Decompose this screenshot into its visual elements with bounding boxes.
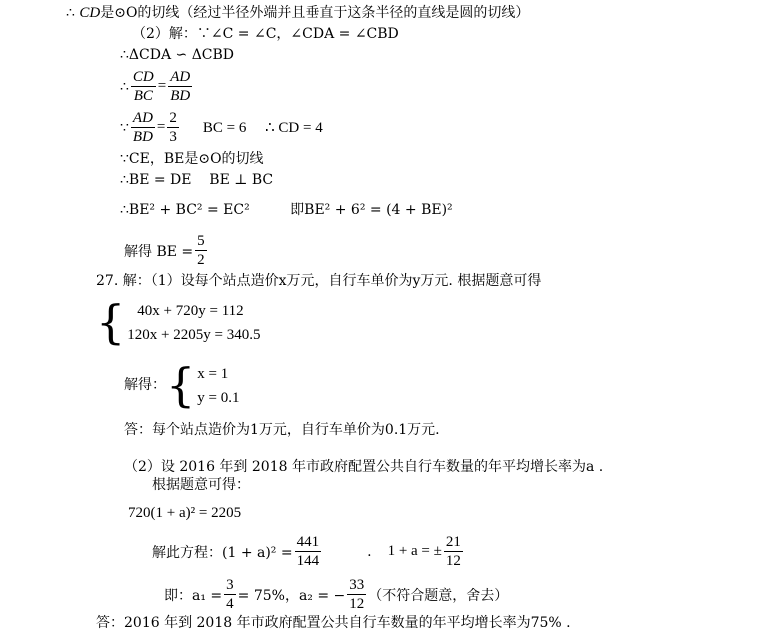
answer-part1: 答：每个站点造价为1万元，自行车单价为0.1万元. bbox=[124, 422, 440, 438]
solve-label: 解此方程：(1 + a)² = bbox=[152, 544, 293, 561]
conclusion-text: 是⊙O的切线（经过半径外端并且垂直于这条半径的直线是圆的切线） bbox=[100, 5, 530, 21]
similarity-text: ∴ΔCDA ∽ ΔCBD bbox=[120, 47, 235, 63]
solution-label: 解得： bbox=[124, 377, 166, 393]
similarity-line bbox=[120, 46, 234, 64]
proof-conclusion-line bbox=[66, 4, 529, 22]
roots-line bbox=[164, 576, 508, 613]
solution-y: y = 0.1 bbox=[197, 390, 240, 406]
be-de-line bbox=[120, 171, 273, 189]
rejection-note: （不符合题意，舍去） bbox=[368, 587, 509, 604]
segment-cd: CD bbox=[79, 5, 101, 21]
left-brace-icon: { bbox=[96, 295, 126, 349]
be-de-text: ∴BE = DE BE ⊥ BC bbox=[120, 172, 274, 188]
fraction-three-quarters: $\frac{3}{4}$ bbox=[226, 577, 234, 612]
pythagorean-line bbox=[120, 201, 453, 219]
fraction-21-12: $\frac{21}{12}$ bbox=[445, 534, 461, 569]
system-equation-1: 40x + 720y = 112 bbox=[137, 303, 244, 319]
problem-27-heading bbox=[96, 272, 541, 290]
left-brace-icon: { bbox=[166, 358, 196, 412]
solve-equation-line bbox=[152, 533, 465, 570]
roots-label: 即：a₁ = bbox=[164, 587, 223, 604]
equals-sign: = bbox=[157, 78, 167, 94]
tangent-line bbox=[120, 150, 264, 168]
final-answer: 答：2016 年到 2018 年市政府配置公共自行车数量的年平均增长率为75% . bbox=[96, 615, 571, 631]
because-symbol: ∵ bbox=[120, 119, 129, 136]
ratio-line bbox=[120, 109, 323, 146]
bc-cd-values: BC = 6 ∴ CD = 4 bbox=[202, 120, 323, 136]
be-result-label: 解得 BE = bbox=[124, 243, 194, 260]
part2-setup: （2）设 2016 年到 2018 年市政府配置公共自行车数量的年平均增长率为a . bbox=[124, 459, 604, 475]
fraction-cd-bc: $\frac{CD}{BC}$ bbox=[132, 69, 154, 104]
fraction-ad-bd-2: $\frac{AD}{BD}$ bbox=[132, 110, 153, 145]
equals-sign: = bbox=[156, 119, 166, 135]
substituted-equation: 即BE² + 6² = (4 + BE)² bbox=[290, 202, 453, 218]
fraction-ad-bd: $\frac{AD}{BD}$ bbox=[170, 69, 191, 104]
tangent-text: ∵CE，BE是⊙O的切线 bbox=[120, 151, 264, 167]
angle-equality-text: （2）解：∵∠C = ∠C，∠CDA = ∠CBD bbox=[132, 26, 399, 42]
growth-equation: 720(1 + a)² = 2205 bbox=[128, 505, 242, 521]
fraction-two-thirds: $\frac{2}{3}$ bbox=[169, 110, 177, 145]
part2-solution-line bbox=[132, 25, 399, 43]
fraction-five-halves: $\frac{5}{2}$ bbox=[197, 233, 205, 268]
equation-system bbox=[96, 295, 261, 349]
be-result-line bbox=[124, 232, 209, 269]
fraction-33-12: $\frac{33}{12}$ bbox=[349, 577, 365, 612]
solution-x: x = 1 bbox=[197, 366, 229, 382]
solution-system bbox=[166, 358, 240, 412]
dot-mark: . bbox=[367, 543, 372, 560]
therefore-symbol: ∴ bbox=[120, 78, 129, 95]
problem-27-text: 27. 解：（1）设每个站点造价x万元，自行车单价为y万元. 根据题意可得 bbox=[96, 273, 542, 289]
part2-condition: 根据题意可得： bbox=[152, 477, 250, 493]
roots-middle: = 75%，a₂ = − bbox=[237, 587, 346, 604]
pythagorean-equation: ∴BE² + BC² = EC² bbox=[120, 202, 250, 218]
plus-minus-expression: 1 + a = ± bbox=[387, 543, 442, 559]
proportion-line bbox=[120, 68, 194, 105]
system-equation-2: 120x + 2205y = 340.5 bbox=[127, 327, 261, 343]
fraction-441-144: $\frac{441}{144}$ bbox=[296, 534, 320, 569]
therefore-symbol: ∴ bbox=[66, 5, 75, 21]
